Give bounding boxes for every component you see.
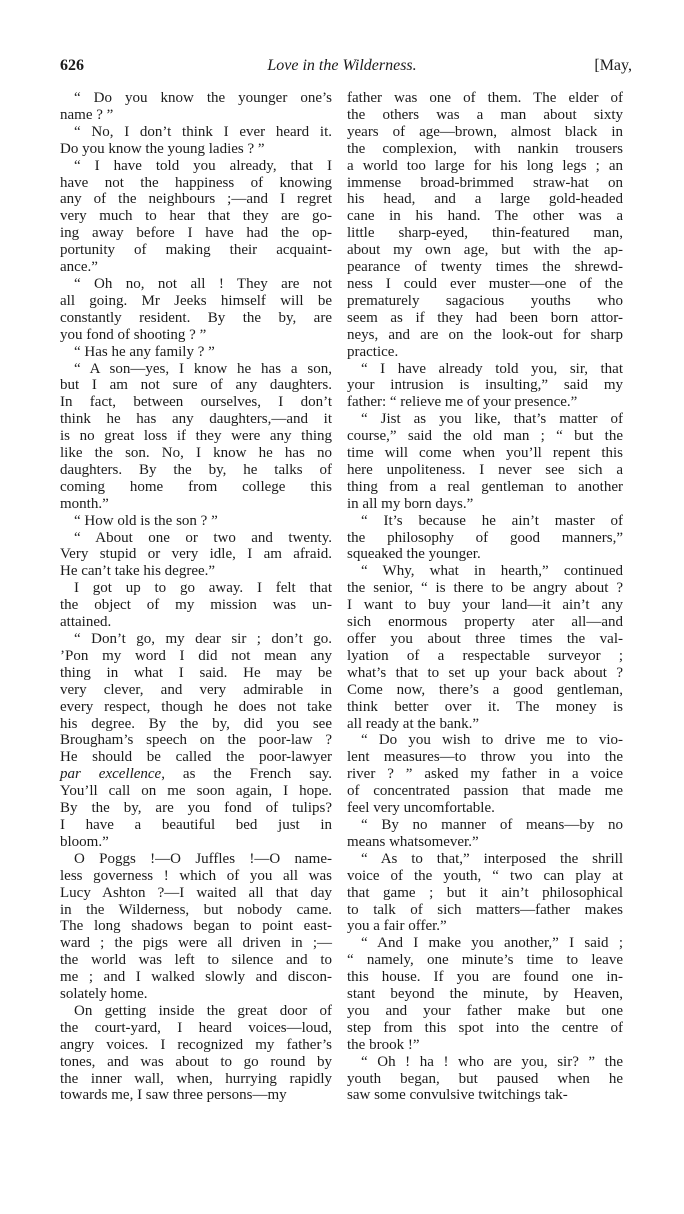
- text-line: prematurely sagacious youths who: [347, 292, 623, 309]
- text-line: offer you about three times the val-: [347, 631, 623, 647]
- text-line: “ About one or two and twenty.: [74, 529, 332, 546]
- text-line: the object of my mission was un-: [60, 597, 332, 614]
- text-line: time will come when you’ll repent this: [347, 445, 623, 462]
- text-line: “ Do you know the younger one’s: [74, 90, 332, 106]
- text-line: By the by, are you fond of tulips?: [60, 800, 332, 817]
- text-line: sich enormous property ater all—and: [347, 614, 623, 631]
- text-line: seem as if they had been born attor-: [347, 309, 623, 326]
- text-line: “ It’s because he ain’t master of: [361, 512, 623, 529]
- text-span: , as the French say.: [161, 766, 333, 783]
- text-line: youth began, but paused when he: [347, 1070, 623, 1087]
- text-line: [60, 766, 332, 783]
- text-line: course,” said the old man ; “ but the: [347, 428, 623, 445]
- text-line: The long shadows began to point east-: [60, 918, 332, 935]
- text-line: constantly resident. By the by, are: [60, 309, 332, 326]
- text-line: “ Don’t go, my dear sir ; don’t go.: [74, 631, 332, 647]
- text-line: you fond of shooting ? ”: [60, 326, 207, 343]
- text-line: saw some convulsive twitchings tak-: [347, 1087, 568, 1104]
- text-line: You’ll call on me soon again, I hope.: [60, 783, 332, 800]
- text-line: thing from a real gentleman to another: [347, 478, 623, 495]
- text-line: Do you know the young ladies ? ”: [60, 140, 265, 157]
- text-line: think he has any daughters,—and it: [60, 411, 332, 428]
- text-line: to talk of sich matters—father makes: [347, 901, 623, 918]
- text-line: “ I have already told you, sir, that: [361, 360, 623, 377]
- text-line: father: “ relieve me of your presence.”: [347, 394, 578, 411]
- text-line: the philosophy of good manners,”: [347, 529, 623, 546]
- text-line: in the Wilderness, but nobody came.: [60, 901, 332, 918]
- text-line: Lucy Ashton ?—I waited all that day: [60, 884, 332, 901]
- text-line: the court-yard, I heard voices—loud,: [60, 1019, 332, 1036]
- text-line: ance.”: [60, 259, 98, 276]
- text-line: He can’t take his degree.”: [60, 563, 216, 580]
- text-line: all going. Mr Jeeks himself will be: [60, 292, 332, 309]
- text-line: like the son. No, I know he has no: [60, 445, 332, 462]
- text-line: coming home from college this: [60, 478, 332, 495]
- text-line: “ Jist as you like, that’s matter of: [361, 411, 623, 428]
- text-line: portunity of making their acquaint-: [60, 242, 332, 259]
- text-line: “ A son—yes, I know he has a son,: [74, 360, 332, 377]
- text-line: daughters. By the by, he talks of: [60, 461, 332, 478]
- text-line: his head, and a large gold-headed: [347, 191, 623, 208]
- text-line: month.”: [60, 495, 109, 512]
- text-line: feel very uncomfortable.: [347, 800, 495, 817]
- text-line: means whatsomever.”: [347, 833, 479, 850]
- text-line: ’Pon my word I did not mean any: [60, 647, 332, 664]
- text-line: the others was a man about sixty: [347, 106, 623, 123]
- running-month: [May,: [594, 57, 632, 74]
- text-line: the senior, “ is there to be angry about ?: [347, 580, 623, 597]
- text-line: think better over it. The money is: [347, 698, 623, 715]
- text-line: his degree. By the by, did you see: [60, 715, 332, 732]
- text-line: the inner wall, when, hurrying rapidly: [60, 1070, 332, 1087]
- text-line: In fact, between ourselves, I don’t: [60, 394, 332, 411]
- text-line: the complexion, with nankin trousers: [347, 140, 623, 157]
- text-line: in all my born days.”: [347, 495, 474, 512]
- text-line: step from this spot into the centre of: [347, 1019, 623, 1036]
- text-line: you and your father make but one: [347, 1002, 623, 1019]
- text-line: tones, and was about to go round by: [60, 1053, 332, 1070]
- text-line: very clever, and very admirable in: [60, 681, 332, 698]
- text-line: “ I have told you already, that I: [74, 157, 332, 174]
- text-line: towards me, I saw three persons—my: [60, 1087, 287, 1104]
- text-line: On getting inside the great door of: [74, 1002, 332, 1019]
- text-line: lent measures—to throw you into the: [347, 749, 623, 766]
- text-line: every respect, though he does not take: [60, 698, 332, 715]
- text-line: neys, and are on the look-out for sharp: [347, 326, 623, 343]
- text-line: ward ; the pigs were all driven in ;—: [60, 935, 332, 952]
- text-line: less governess ! which of you all was: [60, 867, 332, 884]
- text-line: this house. If you are found one in-: [347, 969, 623, 986]
- page-number: 626: [60, 57, 84, 74]
- text-line: Brougham’s speech on the poor-law ?: [60, 732, 332, 749]
- text-line: me ; and I walked slowly and discon-: [60, 969, 332, 986]
- text-line: squeaked the younger.: [347, 546, 481, 563]
- text-line: what’s that to set up your back about ?: [347, 664, 623, 681]
- text-line: pearance of twenty times the shrewd-: [347, 259, 623, 276]
- text-line: any of the neighbours ;—and I regret: [60, 191, 332, 208]
- text-line: lyation of a respectable surveyor ;: [347, 647, 623, 664]
- text-line: bloom.”: [60, 833, 109, 850]
- text-line: “ And I make you another,” I said ;: [361, 935, 623, 952]
- text-line: I got up to go away. I felt that: [74, 580, 332, 597]
- text-line: the brook !”: [347, 1036, 420, 1053]
- text-line: the world was left to silence and to: [60, 952, 332, 969]
- text-line: “ namely, one minute’s time to leave: [347, 952, 623, 969]
- text-line: “ Oh no, not all ! They are not: [74, 275, 332, 292]
- text-line: very much to hear that they are go-: [60, 208, 332, 225]
- left-column: [60, 90, 332, 1104]
- text-line: “ By no manner of means—by no: [361, 816, 623, 833]
- text-line: a world too large for his long legs ; an: [347, 157, 623, 174]
- italic-phrase: par excellence: [60, 766, 162, 783]
- text-line: “ Why, what in hearth,” continued: [361, 563, 623, 580]
- text-line: attained.: [60, 614, 112, 631]
- text-line: about my own age, but with the ap-: [347, 242, 623, 259]
- text-line: ness I could ever muster—one of the: [347, 275, 623, 292]
- text-line: “ As to that,” interposed the shrill: [361, 850, 623, 867]
- text-line: you a fair offer.”: [347, 918, 447, 935]
- text-line: of concentrated passion that made me: [347, 783, 623, 800]
- text-line: river ? ” asked my father in a voice: [347, 766, 623, 783]
- text-line: but I am not sure of any daughters.: [60, 377, 332, 394]
- text-line: He should be called the poor-lawyer: [60, 749, 332, 766]
- text-line: father was one of them. The elder of: [347, 90, 623, 106]
- text-line: thing in what I said. He may be: [60, 664, 332, 681]
- text-line: your intrusion is insulting,” said my: [347, 377, 623, 394]
- text-line: cane in his hand. The other was a: [347, 208, 623, 225]
- running-title: Love in the Wilderness.: [267, 57, 417, 74]
- text-line: angry voices. I recognized my father’s: [60, 1036, 332, 1053]
- text-line: name ? ”: [60, 106, 114, 123]
- text-line: is no great loss if they were any thing: [60, 428, 332, 445]
- text-line: practice.: [347, 343, 399, 360]
- text-line: stant beyond the minute, by Heaven,: [347, 986, 623, 1003]
- text-line: ing away before I have had the op-: [60, 225, 332, 242]
- text-line: “ Oh ! ha ! who are you, sir? ” the: [361, 1053, 623, 1070]
- text-line: Come now, there’s a good gentleman,: [347, 681, 623, 698]
- text-line: years of age—brown, almost black in: [347, 123, 623, 140]
- text-line: here unpoliteness. I never see sich a: [347, 461, 623, 478]
- text-line: have not the happiness of knowing: [60, 174, 332, 191]
- text-line: I want to buy your land—it ain’t any: [347, 597, 623, 614]
- text-line: all ready at the bank.”: [347, 715, 480, 732]
- text-line: solately home.: [60, 986, 148, 1003]
- text-line: “ How old is the son ? ”: [74, 512, 218, 529]
- text-line: immense broad-brimmed straw-hat on: [347, 174, 623, 191]
- right-column: [347, 90, 623, 1104]
- text-line: I have a beautiful bed just in: [60, 816, 332, 833]
- text-line: voice of the youth, “ two can play at: [347, 867, 623, 884]
- text-line: “ No, I don’t think I ever heard it.: [74, 123, 332, 140]
- text-line: “ Has he any family ? ”: [74, 343, 215, 360]
- text-line: O Poggs !—O Juffles !—O name-: [74, 850, 332, 867]
- text-line: that game ; but it ain’t philosophical: [347, 884, 623, 901]
- text-line: Very stupid or very idle, I am afraid.: [60, 546, 332, 563]
- text-line: “ Do you wish to drive me to vio-: [361, 732, 623, 749]
- text-line: little sharp-eyed, thin-featured man,: [347, 225, 623, 242]
